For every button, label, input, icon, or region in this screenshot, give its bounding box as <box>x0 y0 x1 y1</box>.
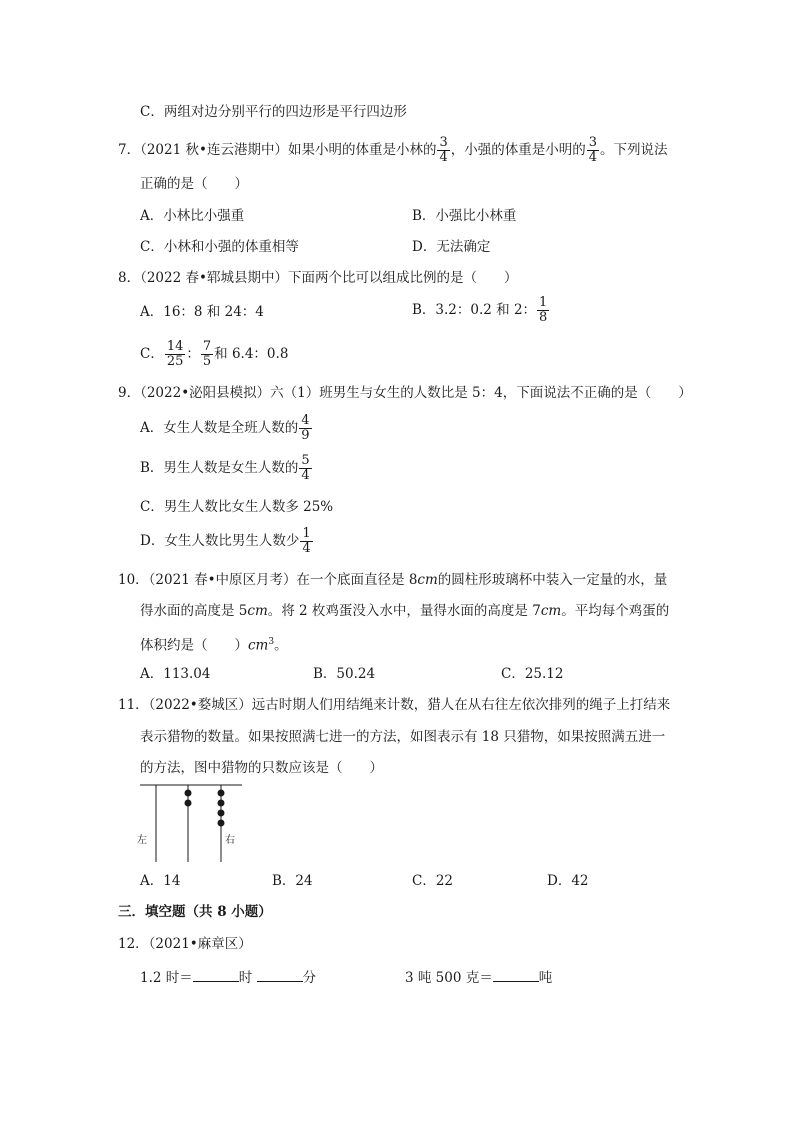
q10-stem-line2: 得水面的高度是 5cm。将 2 枚鸡蛋没入水中，量得水面的高度是 7cm。平均每个鸡蛋的 <box>140 603 670 619</box>
q8-option-a: A．16：8 和 24：4 <box>140 304 264 320</box>
fraction-14-25: $\frac{14}{25}$ <box>166 339 184 369</box>
q11-stem-line1: 11．（2022•婺城区）远古时期人们用结绳来计数，猎人在从右往左依次排列的绳子上打结来 <box>118 697 671 713</box>
q11-option-d: D．42 <box>547 873 589 889</box>
q10-stem-line1: 10．（2021 春•中原区月考）在一个底面直径是 8cm的圆柱形玻璃杯中装入一定量的水，量 <box>118 572 668 588</box>
knot <box>218 800 225 807</box>
q12-stem: 12．（2021•麻章区） <box>118 936 252 952</box>
q10-stem-line3: 体积约是（ ）$cm^3$。 <box>140 637 288 654</box>
q7-option-a: A．小林比小强重 <box>140 208 245 224</box>
q11-option-c: C．22 <box>412 873 454 889</box>
answer-blank[interactable] <box>193 967 239 982</box>
fraction-3-4: $\frac{3}{4}$ <box>588 135 598 165</box>
q7-stem <box>118 136 668 165</box>
q7-option-b: B．小强比小林重 <box>412 208 517 224</box>
section-heading-fill-in: 三．填空题（共 8 小题） <box>118 904 272 920</box>
q10-option-b: B．50.24 <box>313 666 376 682</box>
q9-option-d: D．女生人数比男生人数少 $\frac{1}{4}$ <box>140 526 311 556</box>
q7-stem-prefix: 7．（2021 秋•连云港期中）如果小明的体重是小林的 <box>118 142 437 158</box>
q12-part1: 1.2 时＝ 时 分 <box>140 967 316 988</box>
q6-option-c: C．两组对边分别平行的四边形是平行四边形 <box>140 104 407 120</box>
knot <box>185 790 192 797</box>
knotted-rope-figure <box>134 780 246 866</box>
label-right: 右 <box>225 835 235 846</box>
knot <box>218 820 225 827</box>
q11-option-a: A．14 <box>140 873 181 889</box>
q9-option-c: C．男生人数比女生人数多 25% <box>140 499 334 515</box>
q7-option-c: C．小林和小强的体重相等 <box>140 239 299 255</box>
knot <box>185 800 192 807</box>
q12-part2: 3 吨 500 克＝ 吨 <box>405 967 552 988</box>
q11-stem-line2: 表示猎物的数量。如果按照满七进一的方法，如图表示有 18 只猎物，如果按照满五进一 <box>140 729 666 745</box>
q9-option-a: A．女生人数是全班人数的 $\frac{4}{9}$ <box>140 413 310 443</box>
q7-stem-line2: 正确的是（ ） <box>140 176 248 192</box>
fraction-4-9: $\frac{4}{9}$ <box>301 413 310 443</box>
q10-option-c: C．25.12 <box>501 666 564 682</box>
q10-option-a: A．113.04 <box>140 666 211 682</box>
fraction-1-8: $\frac{1}{8}$ <box>539 295 548 325</box>
q7-option-d: D．无法确定 <box>412 239 491 255</box>
q11-stem-line3: 的方法，图中猎物的只数应该是（ ） <box>140 760 383 776</box>
q7-stem-suffix: 。下列说法 <box>600 142 668 158</box>
answer-blank[interactable] <box>493 967 539 982</box>
unit-cm: cm <box>247 603 268 619</box>
knot <box>218 790 225 797</box>
q9-stem: 9．（2022•泌阳县模拟）六（1）班男生与女生的人数比是 5：4，下面说法不正确的是（ ） <box>118 385 692 401</box>
q7-stem-mid: ，小强的体重是小明的 <box>450 142 586 158</box>
q8-option-c: C． $\frac{14}{25}$ ： $\frac{7}{5}$ 和 6.4：0.8 <box>140 339 289 369</box>
label-left: 左 <box>137 835 147 846</box>
fraction-1-4: $\frac{1}{4}$ <box>302 526 311 556</box>
fraction-7-5: $\frac{7}{5}$ <box>202 339 212 369</box>
unit-cm: cm <box>417 572 438 588</box>
answer-blank[interactable] <box>257 967 303 982</box>
q8-option-b: B．3.2：0.2 和 2： $\frac{1}{8}$ <box>412 295 548 325</box>
q11-option-b: B．24 <box>272 873 313 889</box>
fraction-5-4: $\frac{5}{4}$ <box>301 453 310 483</box>
q9-option-b: B．男生人数是女生人数的 $\frac{5}{4}$ <box>140 453 310 483</box>
unit-cm: cm <box>540 603 562 619</box>
fraction-3-4: $\frac{3}{4}$ <box>439 135 448 165</box>
q8-stem: 8．（2022 春•郓城县期中）下面两个比可以组成比例的是（ ） <box>118 270 518 286</box>
unit-cm3: cm <box>248 637 269 654</box>
knot <box>218 810 225 817</box>
